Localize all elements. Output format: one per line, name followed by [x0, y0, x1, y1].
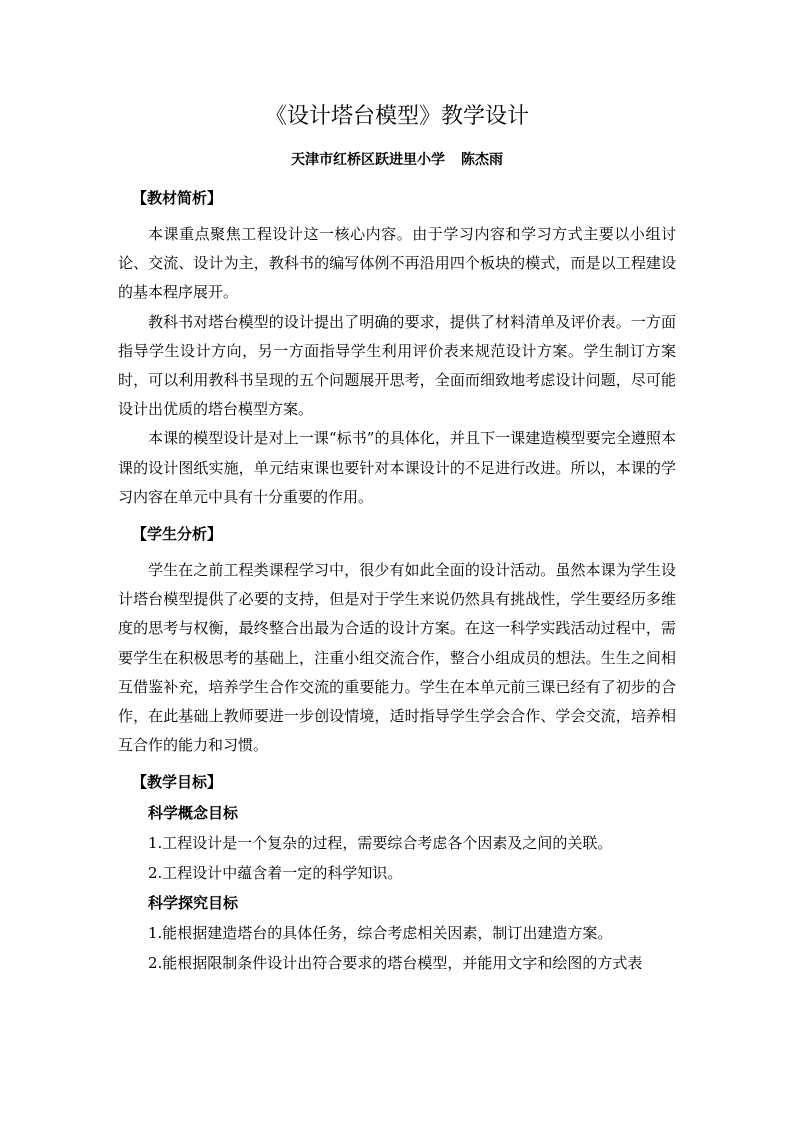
concept-goal-item-2: 2.工程设计中蕴含着一定的科学知识。: [148, 864, 403, 883]
section-heading-teaching-goals: 【教学目标】: [132, 773, 223, 792]
inquiry-goals-heading: 科学探究目标: [148, 894, 239, 913]
author-line: [118, 148, 676, 172]
concept-goal-item-1: 1.工程设计是一个复杂的过程，需要综合考虑各个因素及之间的关联。: [148, 834, 613, 853]
inquiry-goal-item-2: 2.能根据限制条件设计出符合要求的塔台模型，并能用文字和绘图的方式表: [148, 954, 643, 973]
material-analysis-paragraph-2: 教科书对塔台模型的设计提出了明确的要求，提供了材料清单及评价表。一方面指导学生设计方向，另一方面指导学生利用评价表来规范设计方案。学生制订方案时，可以利用教科书呈现的五个问题展开思考，全面而细致地考虑设计问题，尽可能设计出优质的塔台模型方案。: [118, 312, 676, 419]
document-title: 《设计塔台模型》教学设计: [264, 104, 529, 129]
material-analysis-paragraph-3: 本课的模型设计是对上一课“标书”的具体化，并且下一课建造模型要完全遵照本课的设计图纸实施，单元结束课也要针对本课设计的不足进行改进。所以，本课的学习内容在单元中具有十分重要的作用。: [118, 429, 676, 506]
inquiry-goal-item-1: 1.能根据建造塔台的具体任务，综合考虑相关因素，制订出建造方案。: [148, 924, 613, 943]
material-analysis-paragraph-1: 本课重点聚焦工程设计这一核心内容。由于学习内容和学习方式主要以小组讨论、交流、设计为主，教科书的编写体例不再沿用四个板块的模式，而是以工程建设的基本程序展开。: [118, 225, 676, 302]
section-heading-student-analysis: 【学生分析】: [132, 525, 223, 544]
student-analysis-paragraph-1: 学生在之前工程类课程学习中，很少有如此全面的设计活动。虽然本课为学生设计塔台模型提供了必要的支持，但是对于学生来说仍然具有挑战性，学生要经历多维度的思考与权衡，最终整合出最为合适的设计方案。在这一科学实践活动过程中，需要学生在积极思考的基础上，注重小组交流合作，整合小组成员的想法。生生之间相互借鉴补充，培养学生合作交流的重要能力。学生在本单元前三课已经有了初步的合作，在此基础上教师要进一步创设情境，适时指导学生学会合作、学会交流，培养相互合作的能力和习惯。: [118, 561, 676, 755]
concept-goals-heading: 科学概念目标: [148, 804, 239, 823]
section-heading-material-analysis: 【教材简析】: [132, 189, 223, 207]
author-school: 天津市红桥区跃进里小学: [291, 152, 445, 168]
author-name: 陈杰雨: [461, 152, 503, 168]
